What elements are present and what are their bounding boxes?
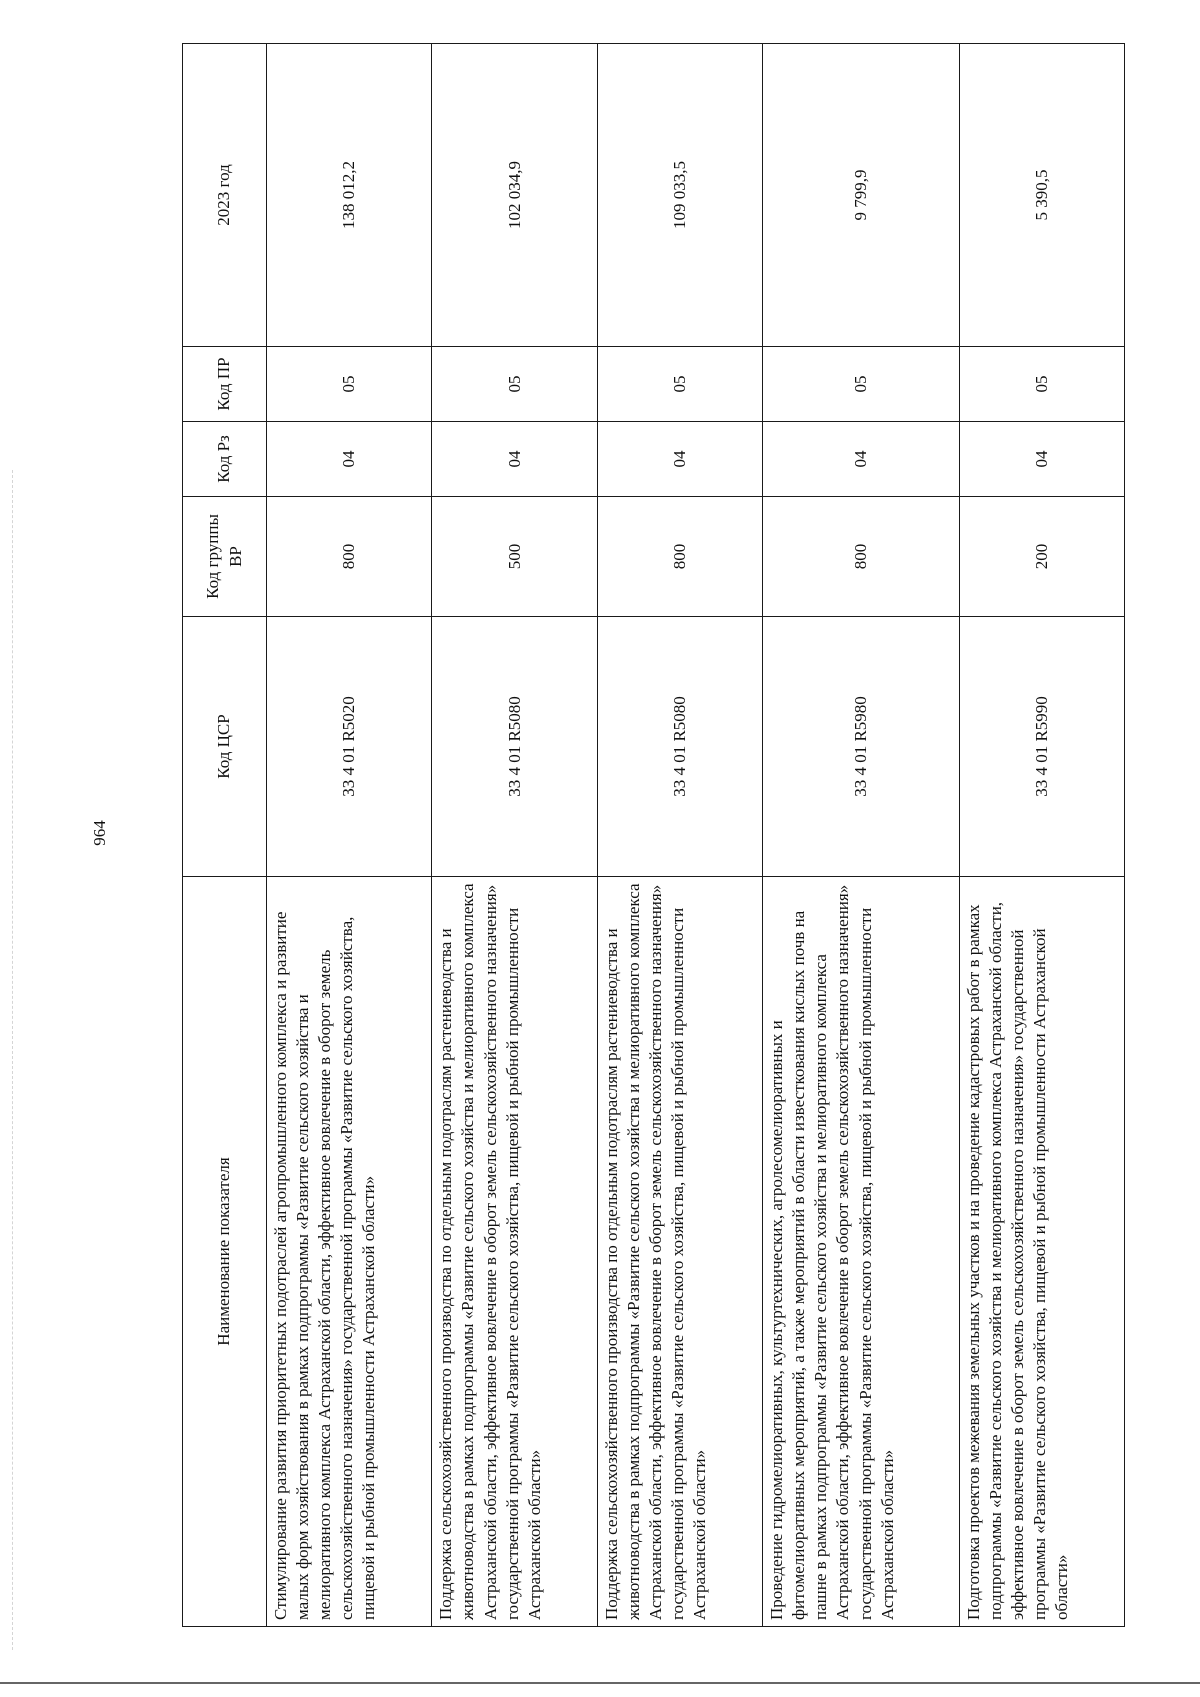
pr-code: 05 xyxy=(597,347,762,422)
page-number: 964 xyxy=(90,820,109,846)
rz-code: 04 xyxy=(959,422,1124,497)
header-indicator-name: Наименование показателя xyxy=(183,877,267,1627)
csr-code: 33 4 01 R5080 xyxy=(432,617,597,877)
pr-code: 05 xyxy=(763,347,959,422)
budget-table xyxy=(182,43,1125,1627)
rz-code: 04 xyxy=(763,422,959,497)
vr-group-code: 800 xyxy=(763,497,959,617)
header-vr-group-code: Код группы ВР xyxy=(183,497,267,617)
pr-code: 05 xyxy=(432,347,597,422)
header-pr-code: Код ПР xyxy=(183,347,267,422)
amount-2023: 109 033,5 xyxy=(597,44,762,347)
header-rz-code: Код Рз xyxy=(183,422,267,497)
header-csr-code: Код ЦСР xyxy=(183,617,267,877)
rz-code: 04 xyxy=(597,422,762,497)
csr-code: 33 4 01 R5020 xyxy=(267,617,432,877)
table-header-row xyxy=(183,44,267,1627)
table-row xyxy=(763,44,959,1627)
vr-group-code: 800 xyxy=(597,497,762,617)
csr-code: 33 4 01 R5980 xyxy=(763,617,959,877)
table-row xyxy=(597,44,762,1627)
pr-code: 05 xyxy=(959,347,1124,422)
header-year-2023: 2023 год xyxy=(183,44,267,347)
scan-fold-line xyxy=(12,470,13,1650)
indicator-name: Проведение гидромелиоративных, культуртехнических, агролесомелиоративных и фитомелиоративных мероприятий, а также мероприятий в области известкования кислых почв на пашне в рамках подпрограммы «Развитие сельского хозяйства и мелиоративного комплекса Астраханской области, эффективное вовлечение в оборот земель сельскохозяйственного назначения» государственной программы «Развитие сельского хозяйства, пищевой и рыбной промышленности Астраханской области» xyxy=(763,877,959,1627)
vr-group-code: 500 xyxy=(432,497,597,617)
rz-code: 04 xyxy=(267,422,432,497)
indicator-name: Подготовка проектов межевания земельных участков и на проведение кадастровых работ в рамках подпрограммы «Развитие сельского хозяйства и мелиоративного комплекса Астраханской области, эффективное вовлечение в оборот земель сельскохозяйственного назначения» государственной программы «Развитие сельского хозяйства, пищевой и рыбной промышленности Астраханской области» xyxy=(959,877,1124,1627)
amount-2023: 138 012,2 xyxy=(267,44,432,347)
budget-table-container xyxy=(182,44,1125,1627)
table-row xyxy=(959,44,1124,1627)
indicator-name: Стимулирование развития приоритетных подотраслей агропромышленного комплекса и развитие малых форм хозяйствования в рамках подпрограммы «Развитие сельского хозяйства и мелиоративного комплекса Астраханской области, эффективное вовлечение в оборот земель сельскохозяйственного назначения» государственной программы «Развитие сельского хозяйства, пищевой и рыбной промышленности Астраханской области» xyxy=(267,877,432,1627)
rz-code: 04 xyxy=(432,422,597,497)
pr-code: 05 xyxy=(267,347,432,422)
table-row xyxy=(267,44,432,1627)
amount-2023: 9 799,9 xyxy=(763,44,959,347)
indicator-name: Поддержка сельскохозяйственного производства по отдельным подотраслям растениеводства и животноводства в рамках подпрограммы «Развитие сельского хозяйства и мелиоративного комплекса Астраханской области, эффективное вовлечение в оборот земель сельскохозяйственного назначения» государственной программы «Развитие сельского хозяйства, пищевой и рыбной промышленности Астраханской области» xyxy=(597,877,762,1627)
vr-group-code: 800 xyxy=(267,497,432,617)
scan-edge-line xyxy=(0,1682,1200,1684)
vr-group-code: 200 xyxy=(959,497,1124,617)
amount-2023: 5 390,5 xyxy=(959,44,1124,347)
table-row xyxy=(432,44,597,1627)
indicator-name: Поддержка сельскохозяйственного производства по отдельным подотраслям растениеводства и животноводства в рамках подпрограммы «Развитие сельского хозяйства и мелиоративного комплекса Астраханской области, эффективное вовлечение в оборот земель сельскохозяйственного назначения» государственной программы «Развитие сельского хозяйства, пищевой и рыбной промышленности Астраханской области» xyxy=(432,877,597,1627)
amount-2023: 102 034,9 xyxy=(432,44,597,347)
csr-code: 33 4 01 R5990 xyxy=(959,617,1124,877)
csr-code: 33 4 01 R5080 xyxy=(597,617,762,877)
